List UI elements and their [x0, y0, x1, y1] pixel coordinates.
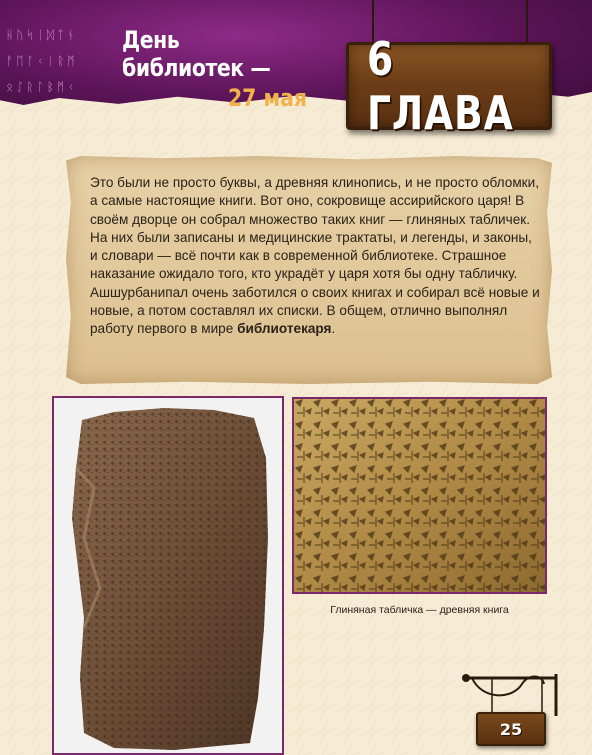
- figure-caption: Глиняная табличка — древняя книга: [330, 604, 509, 616]
- clay-tablet-photo: [52, 396, 284, 755]
- bracket-ornament-icon: [452, 670, 562, 718]
- page-number-sign: [476, 712, 546, 746]
- glyph-row: ᚺᚢᛋᛁᛞᛏᚾ: [6, 28, 78, 42]
- paragraph-2-text: На них были записаны и медицинские трактаты, и легенды, и законы, и словари — всё почти как в современной библиотеке. Страшное наказание ожидало того, кто украдёт у царя хотя бы одну табличку. Ашшурбанипал очень заботился о своих книгах и собирал всё новые и новые, а потом составлял их списки. В общем, отлично выполнял работу первого в мире: [90, 229, 540, 337]
- chapter-label: 6 ГЛАВА: [367, 32, 514, 140]
- body-text: [90, 174, 540, 339]
- page-number: 25: [499, 719, 523, 739]
- emphasis-librarian: библиотекаря: [237, 321, 332, 337]
- title-line-2: 27 мая: [227, 84, 307, 112]
- page-title: [122, 26, 307, 112]
- cuneiform-closeup-photo: [292, 397, 547, 594]
- cuneiform-glyphs-decoration: [6, 22, 86, 100]
- glyph-row: ᚨᛖᛚᚲᛁᚱᛗ: [6, 54, 78, 68]
- chapter-sign: [346, 32, 552, 140]
- cuneiform-image: [294, 399, 545, 592]
- clay-tablet-image: [54, 398, 282, 753]
- title-line-1: День библиотек —: [122, 26, 271, 82]
- paragraph-2: [90, 229, 540, 339]
- glyph-row: ᛟᛇᚱᛚᛒᛗᚲ: [6, 80, 78, 94]
- paragraph-1: Это были не просто буквы, а древняя клинопись, и не просто обломки, а самые настоящие книги. Вот оно, сокровище ассирийского царя! В своём дворце он собрал множество таких книг — глиняных табличек.: [90, 175, 539, 227]
- paragraph-2-end: .: [331, 321, 336, 337]
